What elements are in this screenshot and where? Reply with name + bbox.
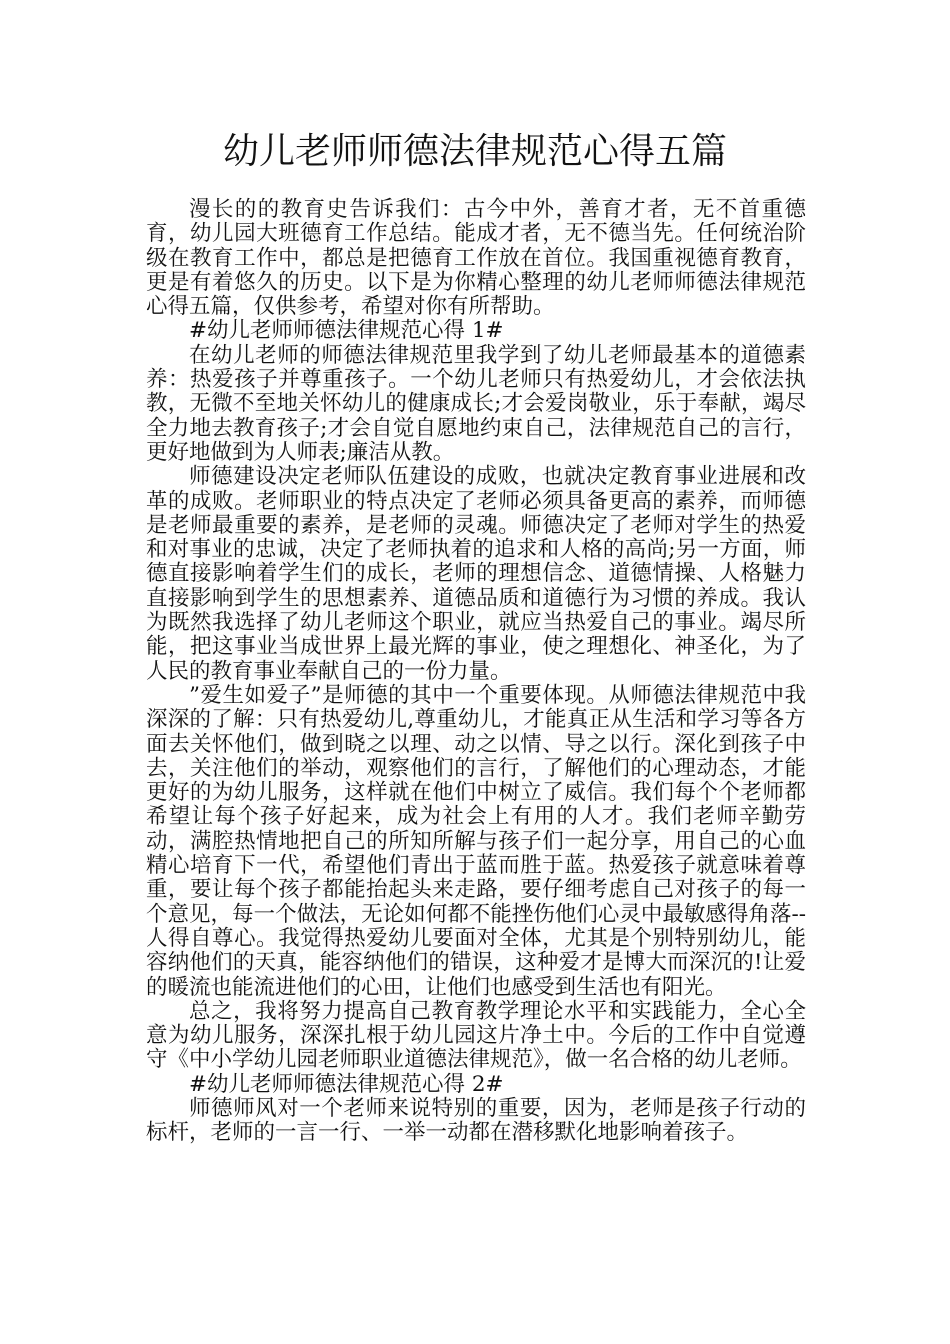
- body-paragraph: ”爱生如爱子”是师德的其中一个重要体现。从师德法律规范中我深深的了解：只有热爱幼儿,尊重幼儿，才能真正从生活和学习等各方面去关怀他们，做到晓之以理、动之以情、导之以行。深化到孩子中去，关注他们的举动，观察他们的言行，了解他们的心理动态，才能更好的为幼儿服务，这样就在他们中树立了威信。我们每个个老师都希望让每个孩子好起来，成为社会上有用的人才。我们老师辛勤劳动，满腔热情地把自己的所知所解与孩子们一起分享，用自己的心血精心培育下一代，希望他们青出于蓝而胜于蓝。热爱孩子就意味着尊重，要让每个孩子都能抬起头来走路，要仔细考虑自己对孩子的每一个意见，每一个做法，无论如何都不能挫伤他们心灵中最敏感得角落--人得自尊心。我觉得热爱幼儿要面对全体，尤其是个别特别幼儿，能容纳他们的天真，能容纳他们的错误，这种爱才是博大而深沉的!让爱的暖流也能流进他们的心田，让他们也感受到生活也有阳光。: [146, 682, 806, 1000]
- document-title: 幼儿老师师德法律规范心得五篇: [222, 131, 727, 172]
- intro-paragraph: 漫长的的教育史告诉我们：古今中外，善育才者，无不首重德育，幼儿园大班德育工作总结。能成才者，无不德当先。任何统治阶级在教育工作中，都总是把德育工作放在首位。我国重视德育教育，更是有着悠久的历史。以下是为你精心整理的幼儿老师师德法律规范心得五篇，仅供参考，希望对你有所帮助。: [146, 197, 806, 320]
- body-paragraph: 总之，我将努力提高自己教育教学理论水平和实践能力，全心全意为幼儿服务，深深扎根于幼儿园这片净土中。今后的工作中自觉遵守《中小学幼儿园老师职业道德法律规范》，做一名合格的幼儿老师。: [146, 998, 806, 1073]
- body-paragraph: 在幼儿老师的师德法律规范里我学到了幼儿老师最基本的道德素养：热爱孩子并尊重孩子。一个幼儿老师只有热爱幼儿，才会依法执教，无微不至地关怀幼儿的健康成长;才会爱岗敬业，乐于奉献，竭尽全力地去教育孩子;才会自觉自愿地约束自己，法律规范自己的言行，更好地做到为人师表;廉洁从教。: [146, 342, 806, 465]
- body-paragraph: 师德师风对一个老师来说特别的重要，因为，老师是孩子行动的标杆，老师的一言一行、一举一动都在潜移默化地影响着孩子。: [146, 1095, 806, 1146]
- section-heading-2: #幼儿老师师德法律规范心得 2#: [189, 1071, 504, 1097]
- section-heading-1: #幼儿老师师德法律规范心得 1#: [189, 318, 504, 344]
- body-paragraph: 师德建设决定老师队伍建设的成败，也就决定教育事业进展和改革的成败。老师职业的特点决定了老师必须具备更高的素养，而师德是老师最重要的素养，是老师的灵魂。师德决定了老师对学生的热爱和对事业的忠诚，决定了老师执着的追求和人格的高尚;另一方面，师德直接影响着学生们的成长，老师的理想信念、道德情操、人格魅力直接影响到学生的思想素养、道德品质和道德行为习惯的养成。我认为既然我选择了幼儿老师这个职业，就应当热爱自己的事业。竭尽所能，把这事业当成世界上最光辉的事业，使之理想化、神圣化，为了人民的教育事业奉献自己的一份力量。: [146, 464, 806, 684]
- document-body: [146, 198, 806, 1146]
